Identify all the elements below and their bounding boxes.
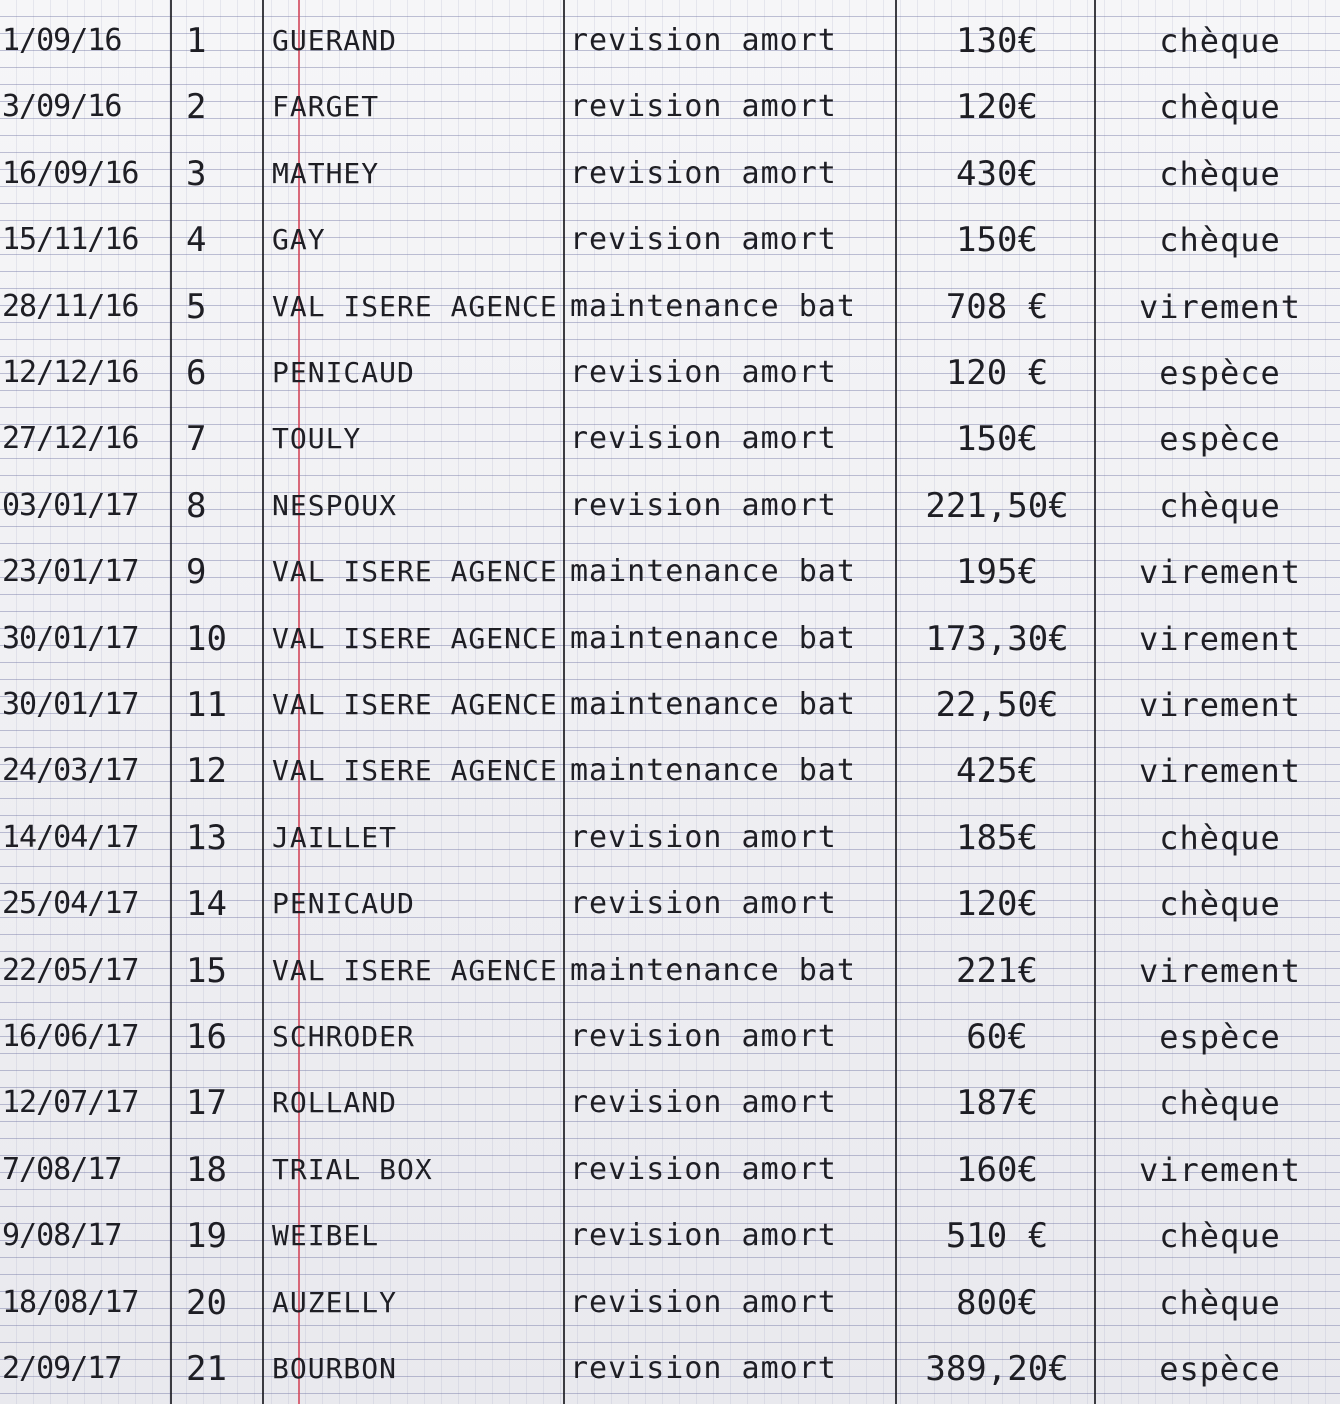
- entry-client: VAL ISERE AGENCE: [272, 953, 558, 987]
- entry-description: revision amort: [570, 155, 837, 191]
- entry-description: maintenance bat: [570, 554, 856, 590]
- entry-number: 2: [186, 87, 207, 128]
- entry-number: 15: [186, 950, 227, 991]
- entry-number: 13: [186, 817, 227, 858]
- entry-client: NESPOUX: [272, 488, 398, 522]
- entry-number: 14: [186, 884, 227, 925]
- entry-date: 03/01/17: [2, 487, 139, 523]
- entry-description: revision amort: [570, 355, 837, 390]
- entry-client: VAL ISERE AGENCE: [272, 289, 558, 323]
- entry-payment-method: virement: [1138, 553, 1302, 592]
- entry-amount: 389,20€: [925, 1349, 1069, 1389]
- entry-number: 1: [186, 21, 207, 61]
- entry-number: 6: [186, 353, 207, 393]
- entry-number: 5: [186, 286, 207, 327]
- entry-payment-method: espèce: [1159, 1350, 1281, 1388]
- entry-client: WEIBEL: [272, 1219, 380, 1253]
- ledger-row: [0, 207, 1340, 273]
- entry-description: revision amort: [570, 1218, 837, 1254]
- entry-payment-method: chèque: [1159, 1084, 1281, 1123]
- entry-client: FARGET: [272, 90, 380, 124]
- ledger-row: [0, 938, 1340, 1004]
- entry-payment-method: espèce: [1159, 420, 1281, 459]
- entry-date: 1/09/16: [2, 23, 122, 58]
- entry-date: 30/01/17: [2, 620, 139, 656]
- entry-number: 17: [186, 1083, 227, 1124]
- entry-date: 9/08/17: [2, 1218, 122, 1254]
- entry-payment-method: virement: [1138, 752, 1302, 791]
- entry-number: 18: [186, 1149, 227, 1190]
- ledger-row: [0, 672, 1340, 738]
- entry-number: 11: [186, 685, 227, 725]
- entry-description: maintenance bat: [570, 753, 856, 789]
- entry-description: revision amort: [570, 1019, 837, 1054]
- entry-amount: 150€: [956, 419, 1038, 460]
- ledger-row: [0, 1137, 1340, 1203]
- entry-number: 7: [186, 419, 207, 460]
- entry-number: 21: [186, 1349, 227, 1389]
- entry-description: revision amort: [570, 886, 837, 922]
- entry-client: VAL ISERE AGENCE: [272, 754, 558, 788]
- entry-payment-method: virement: [1138, 686, 1302, 724]
- entry-amount: 221,50€: [925, 485, 1069, 526]
- ledger-row: [0, 539, 1340, 605]
- entry-payment-method: virement: [1138, 287, 1302, 326]
- entry-payment-method: virement: [1138, 619, 1302, 658]
- entry-client: MATHEY: [272, 156, 380, 190]
- ledger-row: [0, 871, 1340, 937]
- entry-description: revision amort: [570, 89, 837, 125]
- ledger-row: [0, 141, 1340, 207]
- entry-client: GUERAND: [272, 24, 398, 57]
- entry-payment-method: virement: [1138, 1150, 1302, 1189]
- ledger-row: [0, 1336, 1340, 1402]
- entry-client: VAL ISERE AGENCE: [272, 688, 558, 721]
- entry-date: 28/11/16: [2, 288, 139, 324]
- entry-date: 30/01/17: [2, 687, 139, 722]
- ledger-row: [0, 1203, 1340, 1269]
- entry-client: VAL ISERE AGENCE: [272, 555, 558, 589]
- entry-date: 14/04/17: [2, 819, 139, 855]
- entry-payment-method: chèque: [1159, 22, 1281, 60]
- entry-date: 22/05/17: [2, 952, 139, 988]
- ledger-row: [0, 74, 1340, 140]
- entry-payment-method: chèque: [1159, 88, 1281, 127]
- entry-number: 8: [186, 485, 207, 526]
- entry-number: 20: [186, 1282, 227, 1323]
- entry-client: BOURBON: [272, 1352, 398, 1385]
- entry-date: 3/09/16: [2, 89, 122, 125]
- entry-client: TRIAL BOX: [272, 1152, 433, 1186]
- entry-description: revision amort: [570, 1085, 837, 1121]
- entry-date: 27/12/16: [2, 421, 139, 457]
- entry-description: revision amort: [570, 487, 837, 523]
- entry-amount: 173,30€: [925, 618, 1069, 659]
- entry-amount: 160€: [956, 1149, 1038, 1190]
- entry-payment-method: chèque: [1159, 1217, 1281, 1256]
- entry-number: 19: [186, 1216, 227, 1257]
- entry-amount: 221€: [956, 950, 1038, 991]
- entry-amount: 510 €: [945, 1216, 1049, 1257]
- entry-date: 7/08/17: [2, 1151, 122, 1187]
- entry-number: 3: [186, 153, 207, 194]
- entry-amount: 800€: [956, 1282, 1038, 1323]
- ledger-row: [0, 8, 1340, 74]
- ledger-row: [0, 606, 1340, 672]
- ledger-row: [0, 340, 1340, 406]
- entry-date: 23/01/17: [2, 554, 139, 590]
- entry-description: revision amort: [570, 1284, 837, 1320]
- entry-number: 12: [186, 751, 227, 792]
- entry-date: 12/12/16: [2, 355, 139, 390]
- entry-amount: 425€: [956, 751, 1038, 792]
- entry-payment-method: chèque: [1159, 1283, 1281, 1322]
- entry-description: maintenance bat: [570, 620, 856, 656]
- entry-description: revision amort: [570, 421, 837, 457]
- entry-amount: 187€: [956, 1083, 1038, 1124]
- entry-description: revision amort: [570, 23, 837, 58]
- entry-date: 25/04/17: [2, 886, 139, 922]
- entry-payment-method: chèque: [1159, 154, 1281, 193]
- entry-client: PENICAUD: [272, 887, 415, 921]
- entry-client: PENICAUD: [272, 356, 415, 389]
- entry-payment-method: espèce: [1159, 1018, 1281, 1056]
- entry-amount: 130€: [956, 21, 1038, 61]
- entry-payment-method: chèque: [1159, 885, 1281, 924]
- entry-client: SCHRODER: [272, 1020, 415, 1053]
- entry-number: 16: [186, 1017, 227, 1057]
- ledger-row: [0, 738, 1340, 804]
- ledger-row: [0, 274, 1340, 340]
- entry-description: maintenance bat: [570, 952, 856, 988]
- entry-date: 16/09/16: [2, 155, 139, 191]
- entry-amount: 22,50€: [935, 685, 1059, 725]
- entry-description: revision amort: [570, 222, 837, 258]
- entry-description: revision amort: [570, 1351, 837, 1386]
- ledger-row: [0, 805, 1340, 871]
- entry-amount: 708 €: [945, 286, 1049, 327]
- entry-client: VAL ISERE AGENCE: [272, 621, 558, 655]
- entry-client: GAY: [272, 223, 326, 257]
- entry-date: 2/09/17: [2, 1351, 122, 1386]
- entry-client: AUZELLY: [272, 1285, 398, 1319]
- ledger-row: [0, 1004, 1340, 1070]
- ledger-row: [0, 406, 1340, 472]
- entry-description: maintenance bat: [570, 288, 856, 324]
- entry-date: 24/03/17: [2, 753, 139, 789]
- entry-amount: 150€: [956, 220, 1038, 261]
- entry-payment-method: virement: [1138, 951, 1302, 990]
- entry-payment-method: espèce: [1159, 354, 1281, 392]
- entry-client: JAILLET: [272, 820, 398, 854]
- entry-amount: 60€: [966, 1017, 1028, 1057]
- entry-amount: 195€: [956, 552, 1038, 593]
- entry-number: 4: [186, 220, 207, 261]
- entry-date: 16/06/17: [2, 1019, 139, 1054]
- entry-date: 12/07/17: [2, 1085, 139, 1121]
- entry-description: revision amort: [570, 1151, 837, 1187]
- entry-amount: 185€: [956, 817, 1038, 858]
- entry-payment-method: chèque: [1159, 486, 1281, 525]
- entry-description: revision amort: [570, 819, 837, 855]
- entry-number: 9: [186, 552, 207, 593]
- entry-client: TOULY: [272, 422, 362, 456]
- ledger-row: [0, 1270, 1340, 1336]
- entry-amount: 120 €: [945, 353, 1049, 393]
- entry-date: 18/08/17: [2, 1284, 139, 1320]
- entry-amount: 430€: [956, 153, 1038, 194]
- entry-amount: 120€: [956, 884, 1038, 925]
- entry-client: ROLLAND: [272, 1086, 398, 1120]
- entry-payment-method: chèque: [1159, 221, 1281, 260]
- ledger-row: [0, 1070, 1340, 1136]
- entry-date: 15/11/16: [2, 222, 139, 258]
- entry-description: maintenance bat: [570, 687, 856, 722]
- ledger-row: [0, 473, 1340, 539]
- entry-number: 10: [186, 618, 227, 659]
- entry-amount: 120€: [956, 87, 1038, 128]
- entry-payment-method: chèque: [1159, 818, 1281, 857]
